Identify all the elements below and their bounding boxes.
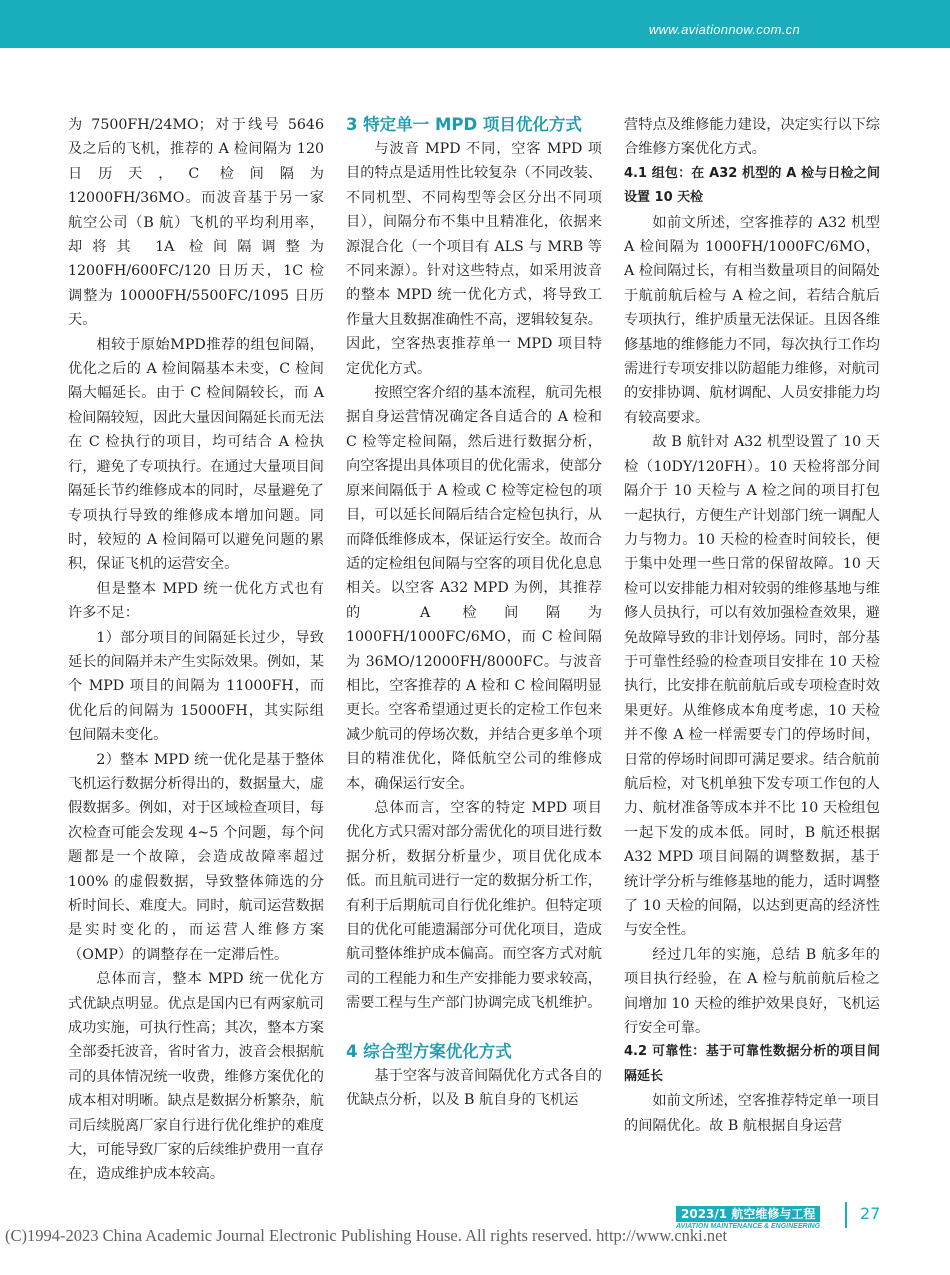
paragraph: 按照空客介绍的基本流程，航司先根据自身运营情况确定各自适合的 A 检和 C 检等定检间隔，然后进行数据分析，向空客提出具体项目的优化需求，使部分原来间隔低于 A 检或 C 检等定检包的项目，可以延长间隔后结合定检包执行，从而降低维修成本，保证运行安全。故而合适的定检组包间隔与空客的项目优化息息相关。以空客 A32 MPD 为例，其推荐的 A 检间隔为 1000FH/1000FC/6MO，而 C 检间隔为 36MO/12000FH/8000FC。与波音相比，空客推荐的 A 检和 C 检间隔明显更长。空客希望通过更长的定检工作包来减少航司的停场次数，并结合更多单个项目的精准优化，降低航空公司的维修成本，确保运行安全。 bbox=[346, 385, 602, 792]
paragraph: 与波音 MPD 不同，空客 MPD 项目的特点是适用性比较复杂（不同改装、不同机型、不同构型等会区分出不同项目），间隔分布不集中且精准化，依据来源混合化（一个项目有 ALS 与 MRB 等不同来源）。针对这些特点，如采用波音的整本 MPD 统一优化方式，将导致工作量大且数据准确性不高，逻辑较复杂。因此，空客热衷推荐单一 MPD 项目特定优化方式。 bbox=[346, 141, 602, 377]
section-heading-3: 3 特定单一 MPD 项目优化方式 bbox=[346, 115, 582, 134]
column-left bbox=[68, 113, 324, 1187]
paragraph: 故 B 航针对 A32 机型设置了 10 天检（10DY/120FH）。10 天检将部分间隔介于 10 天检与 A 检之间的项目打包一起执行，方便生产计划部门统一调配人力与物力。10 天检的检查时间较长，便于集中处理一些日常的保留故障。10 天检可以安排能力相对较弱的维修基地与维修人员执行，可以有效加强检查效果，避免故障导致的非计划停场。同时，部分基于可靠性经验的检查项目安排在 10 天检执行，比安排在航前航后或专项检查时效果更好。从维修成本角度考虑，10 天检并不像 A 检一样需要专门的停场时间，日常的停场时间即可满足要求。结合航前航后检，对飞机单独下发专项工作包的人力、航材准备等成本并不比 10 天检组包一起下发的成本低。同时，B 航还根据 A32 MPD 项目间隔的调整数据，基于统计学分析与维修基地的能力，适时调整了 10 天检的间隔，以达到更高的经济性与安全性。 bbox=[624, 434, 880, 939]
paragraph: 1）部分项目的间隔延长过少，导致延长的间隔并未产生实际效果。例如，某个 MPD 项目的间隔为 11000FH，而优化后的间隔为 15000FH，其实际组包间隔未变化。 bbox=[68, 629, 324, 744]
journal-name-cn: 航空维修与工程 bbox=[731, 1207, 816, 1221]
paragraph: 总体而言，空客的特定 MPD 项目优化方式只需对部分需优化的项目进行数据分析，数据分析量少，项目优化成本低。而且航司进行一定的数据分析工作，有利于后期航司自行优化维护。但特定项目的优化可能遗漏部分可优化项目，造成航司整体维护成本偏高。而空客方式对航司的工程能力和生产安排能力要求较高，需要工程与生产部门协调完成飞机维护。 bbox=[346, 799, 602, 1012]
paragraph: 为 7500FH/24MO；对于线号 5646 及之后的飞机，推荐的 A 检间隔为 120 日历天，C 检间隔为 12000FH/36MO。而波音基于另一家航空公司（B 航）飞机的平均利用率，却将其 1A 检间隔调整为 1200FH/600FC/120 日历天，1C 检调整为 10000FH/5500FC/1095 日历天。 bbox=[68, 117, 324, 329]
journal-badge bbox=[676, 1203, 832, 1230]
column-middle bbox=[346, 113, 602, 1112]
paragraph: 经过几年的实施，总结 B 航多年的项目执行经验，在 A 检与航前航后检之间增加 10 天检的维护效果良好，飞机运行安全可靠。 bbox=[624, 946, 880, 1037]
section-heading-4: 4 综合型方案优化方式 bbox=[346, 1041, 512, 1061]
spacer bbox=[346, 1016, 602, 1040]
footer-divider bbox=[845, 1202, 847, 1228]
paragraph: 基于空客与波音间隔优化方式各自的优缺点分析，以及 B 航自身的飞机运 bbox=[346, 1067, 602, 1109]
paragraph: 如前文所述，空客推荐的 A32 机型 A 检间隔为 1000FH/1000FC/6MO，A 检间隔过长，有相当数量项目的间隔处于航前航后检与 A 检之间，若结合航后专项执行，维护质量无法保证。且因各维修基地的维修能力不同，每次执行工作均需进行专项安排以防超能力维修，对航司的安排协调、航材调配、人员安排能力均有较高要求。 bbox=[624, 214, 880, 426]
header-bar bbox=[0, 0, 950, 48]
paragraph: 但是整本 MPD 统一优化方式也有许多不足： bbox=[68, 580, 324, 622]
copyright-line: (C)1994-2023 China Academic Journal Electronic Publishing House. All rights reserved. http://www.cnki.net bbox=[5, 1226, 728, 1245]
paragraph: 相较于原始MPD推荐的组包间隔，优化之后的 A 检间隔基本未变，C 检间隔大幅延长。由于 C 检间隔较长，而 A 检间隔较短，因此大量因间隔延长而无法在 C 检执行的项目，均可结合 A 检执行，避免了专项执行。在通过大量项目间隔延长节约维修成本的同时，尽量避免了专项执行导致的维修成本增加问题。同时，较短的 A 检间隔可以避免问题的累积，保证飞机的运营安全。 bbox=[68, 336, 324, 573]
site-url[interactable]: www.aviationnow.com.cn bbox=[648, 22, 800, 37]
issue-number: 2023/1 bbox=[681, 1207, 728, 1221]
column-right bbox=[624, 113, 880, 1138]
paragraph: 2）整本 MPD 统一优化是基于整体飞机运行数据分析得出的，数据量大，虚假数据多。例如，对于区域检查项目，每次检查可能会发现 4~5 个问题，每个问题都是一个故障，会造成故障率超过 100% 的虚假数据，导致整体筛选的分析时间长、难度大。同时，航司运营数据是实时变化的，而运营人维修方案（OMP）的调整存在一定滞后性。 bbox=[68, 751, 324, 963]
journal-title-badge bbox=[676, 1206, 820, 1222]
journal-name-en: AVIATION MAINTENANCE & ENGINEERING bbox=[676, 1223, 821, 1230]
paragraph: 营特点及维修能力建设，决定实行以下综合维修方案优化方式。 bbox=[624, 117, 880, 158]
paragraph: 如前文所述，空客推荐特定单一项目的间隔优化。故 B 航根据自身运营 bbox=[624, 1093, 880, 1134]
paragraph: 总体而言，整本 MPD 统一优化方式优缺点明显。优点是国内已有两家航司成功实施，可执行性高；其次，整本方案全部委托波音，省时省力，波音会根据航司的具体情况统一收费，维修方案优化的成本相对明晰。缺点是数据分析繁杂，航司后续脱离厂家自行进行优化维护的难度大，可能导致厂家的后续维护费用一直存在，造成维护成本较高。 bbox=[68, 971, 324, 1183]
subsection-heading-4-1: 4.1 组包：在 A32 机型的 A 检与日检之间设置 10 天检 bbox=[624, 165, 880, 206]
page-number: 27 bbox=[860, 1204, 881, 1223]
subsection-heading-4-2: 4.2 可靠性：基于可靠性数据分析的项目间隔延长 bbox=[624, 1044, 880, 1084]
